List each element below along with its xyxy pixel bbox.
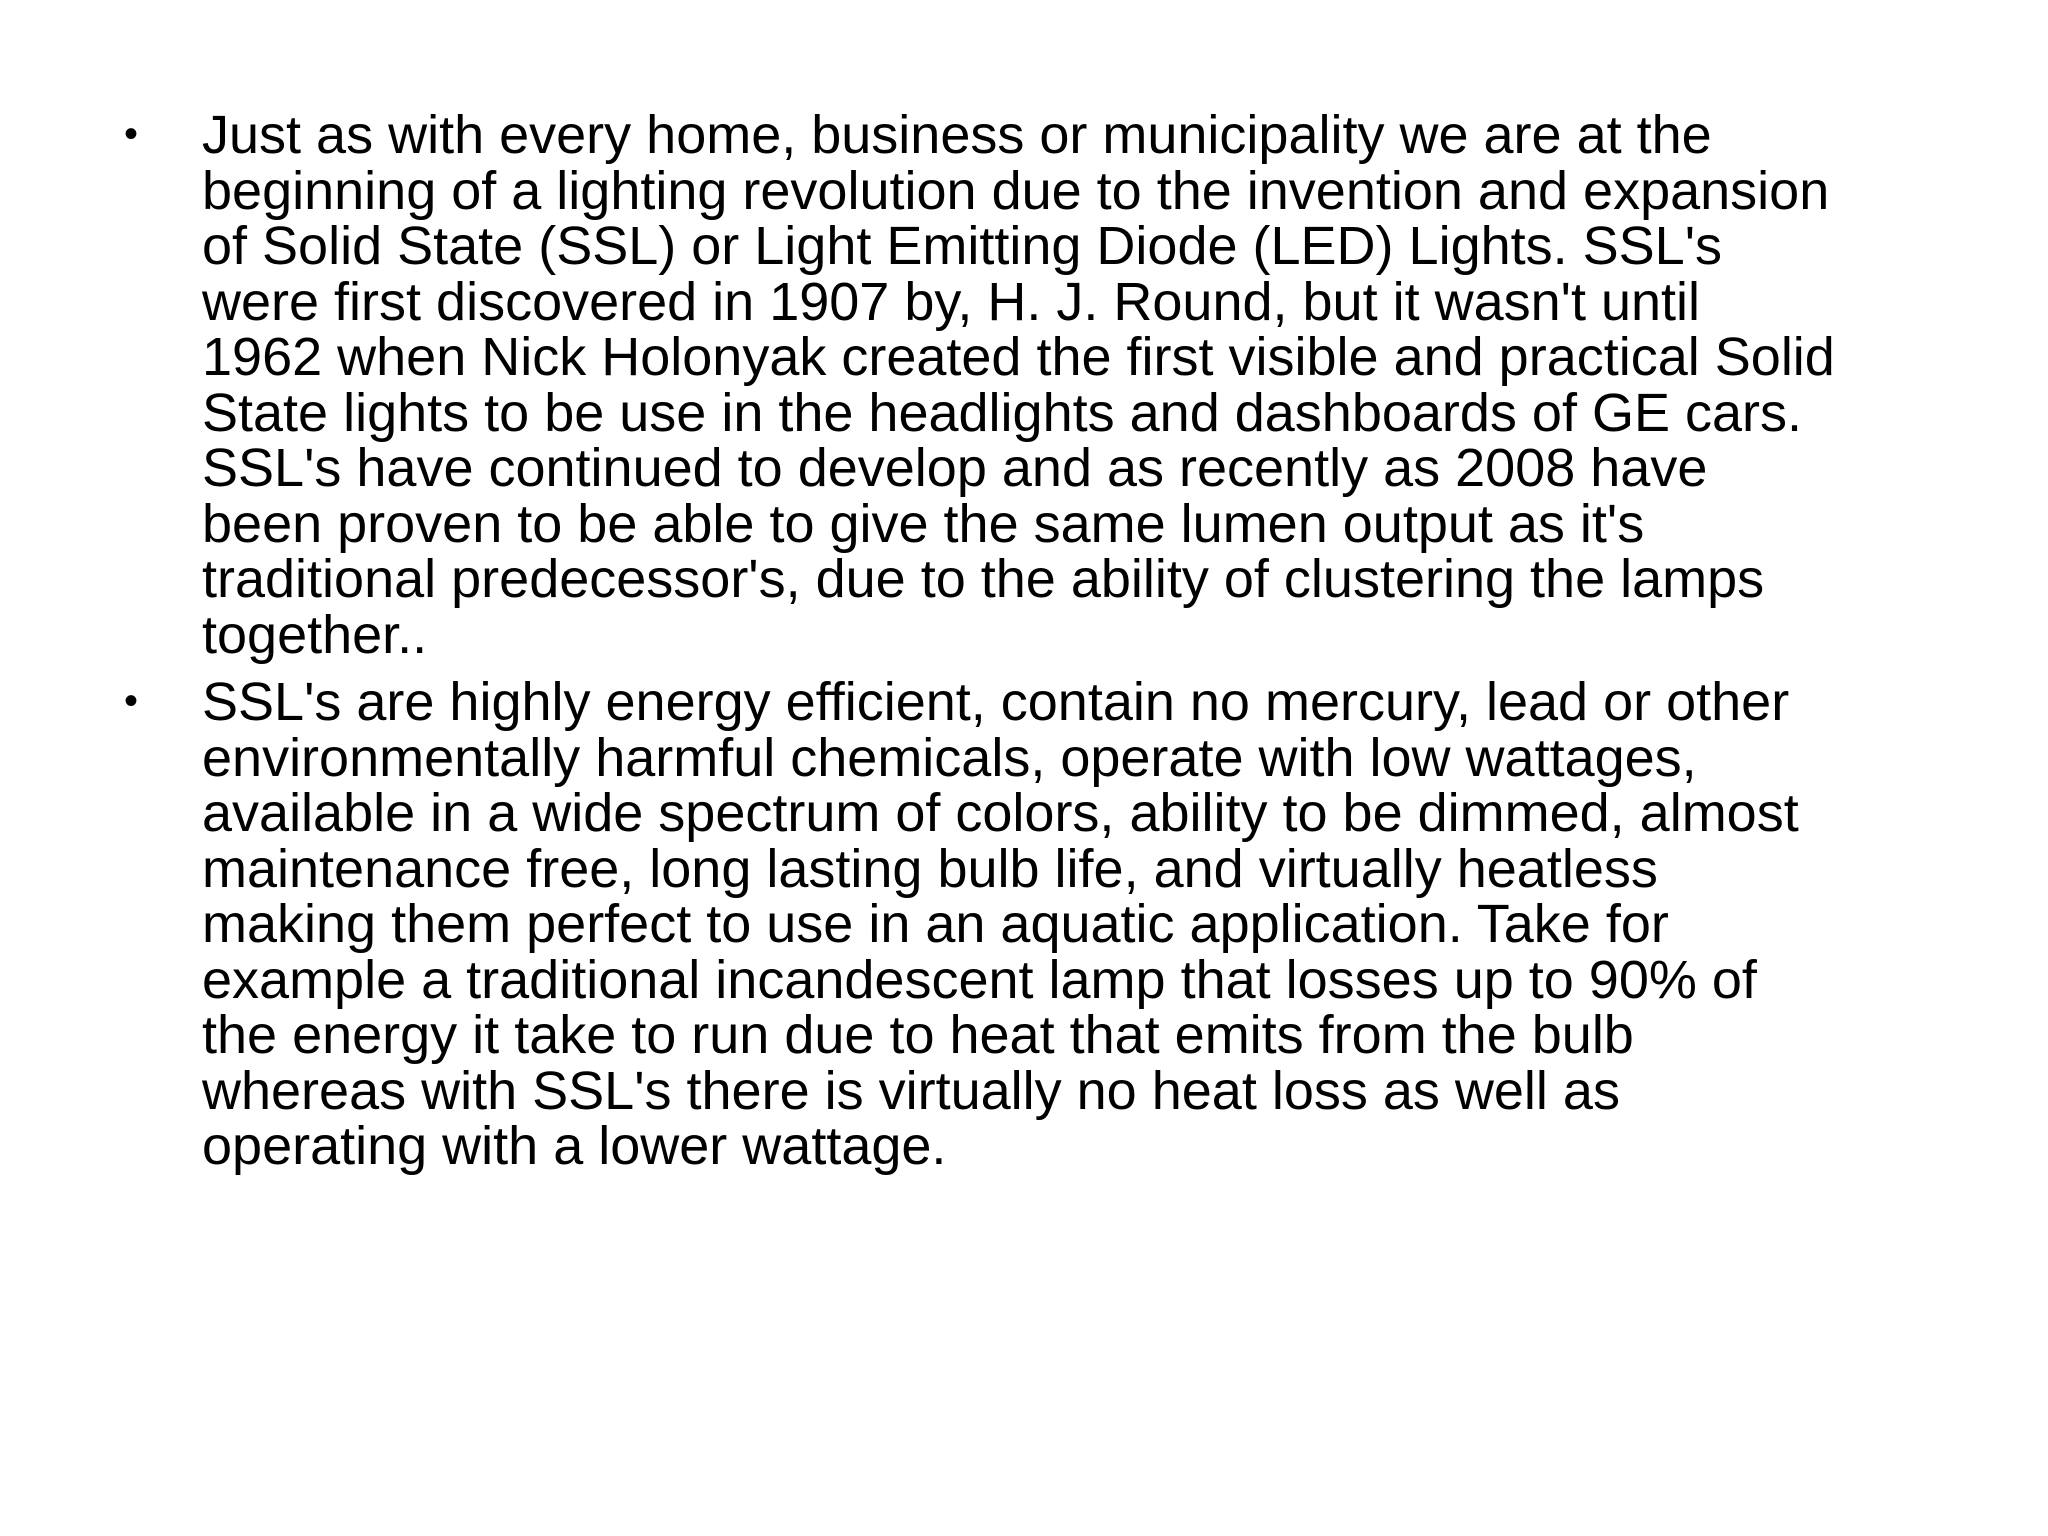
text-line: making them perfect to use in an aquatic application. Take for [202, 894, 1669, 954]
text-line: were first discovered in 1907 by, H. J. Round, but it wasn't until [202, 271, 1701, 332]
bullet-dot-icon: • [124, 679, 139, 723]
text-line: operating with a lower wattage. [202, 1116, 947, 1176]
text-line: SSL's are highly energy efficient, contain no mercury, lead or other [202, 672, 1790, 732]
text-line: together.. [202, 604, 428, 665]
text-line: State lights to be use in the headlights and dashboards of GE cars. [202, 382, 1803, 443]
text-line: Just as with every home, business or municipality we are at the [202, 105, 1712, 165]
bullet-list [120, 105, 1980, 1187]
bullet-dot-icon: • [124, 112, 139, 156]
text-line: whereas with SSL's there is virtually no heat loss as well as [202, 1060, 1620, 1121]
text-line: SSL's have continued to develop and as recently as 2008 have [202, 438, 1708, 498]
text-line: been proven to be able to give the same lumen output as it's [202, 493, 1645, 554]
text-line: example a traditional incandescent lamp that losses up to 90% of [202, 949, 1757, 1010]
text-line: the energy it take to run due to heat that emits from the bulb [202, 1005, 1634, 1065]
text-line: maintenance free, long lasting bulb life, and virtually heatless [202, 838, 1658, 899]
text-line: environmentally harmful chemicals, operate with low wattages, [202, 727, 1697, 788]
text-line: beginning of a lighting revolution due to the invention and expansion [202, 160, 1830, 221]
bullet-item-ssl-benefits [120, 672, 1980, 1176]
text-line: 1962 when Nick Holonyak created the first visible and practical Solid [202, 327, 1835, 387]
text-line: available in a wide spectrum of colors, ability to be dimmed, almost [202, 783, 1799, 843]
text-line: of Solid State (SSL) or Light Emitting Diode (LED) Lights. SSL's [202, 216, 1723, 276]
text-line: traditional predecessor's, due to the ability of clustering the lamps [202, 549, 1765, 609]
bullet-item-led-history [120, 105, 1980, 665]
